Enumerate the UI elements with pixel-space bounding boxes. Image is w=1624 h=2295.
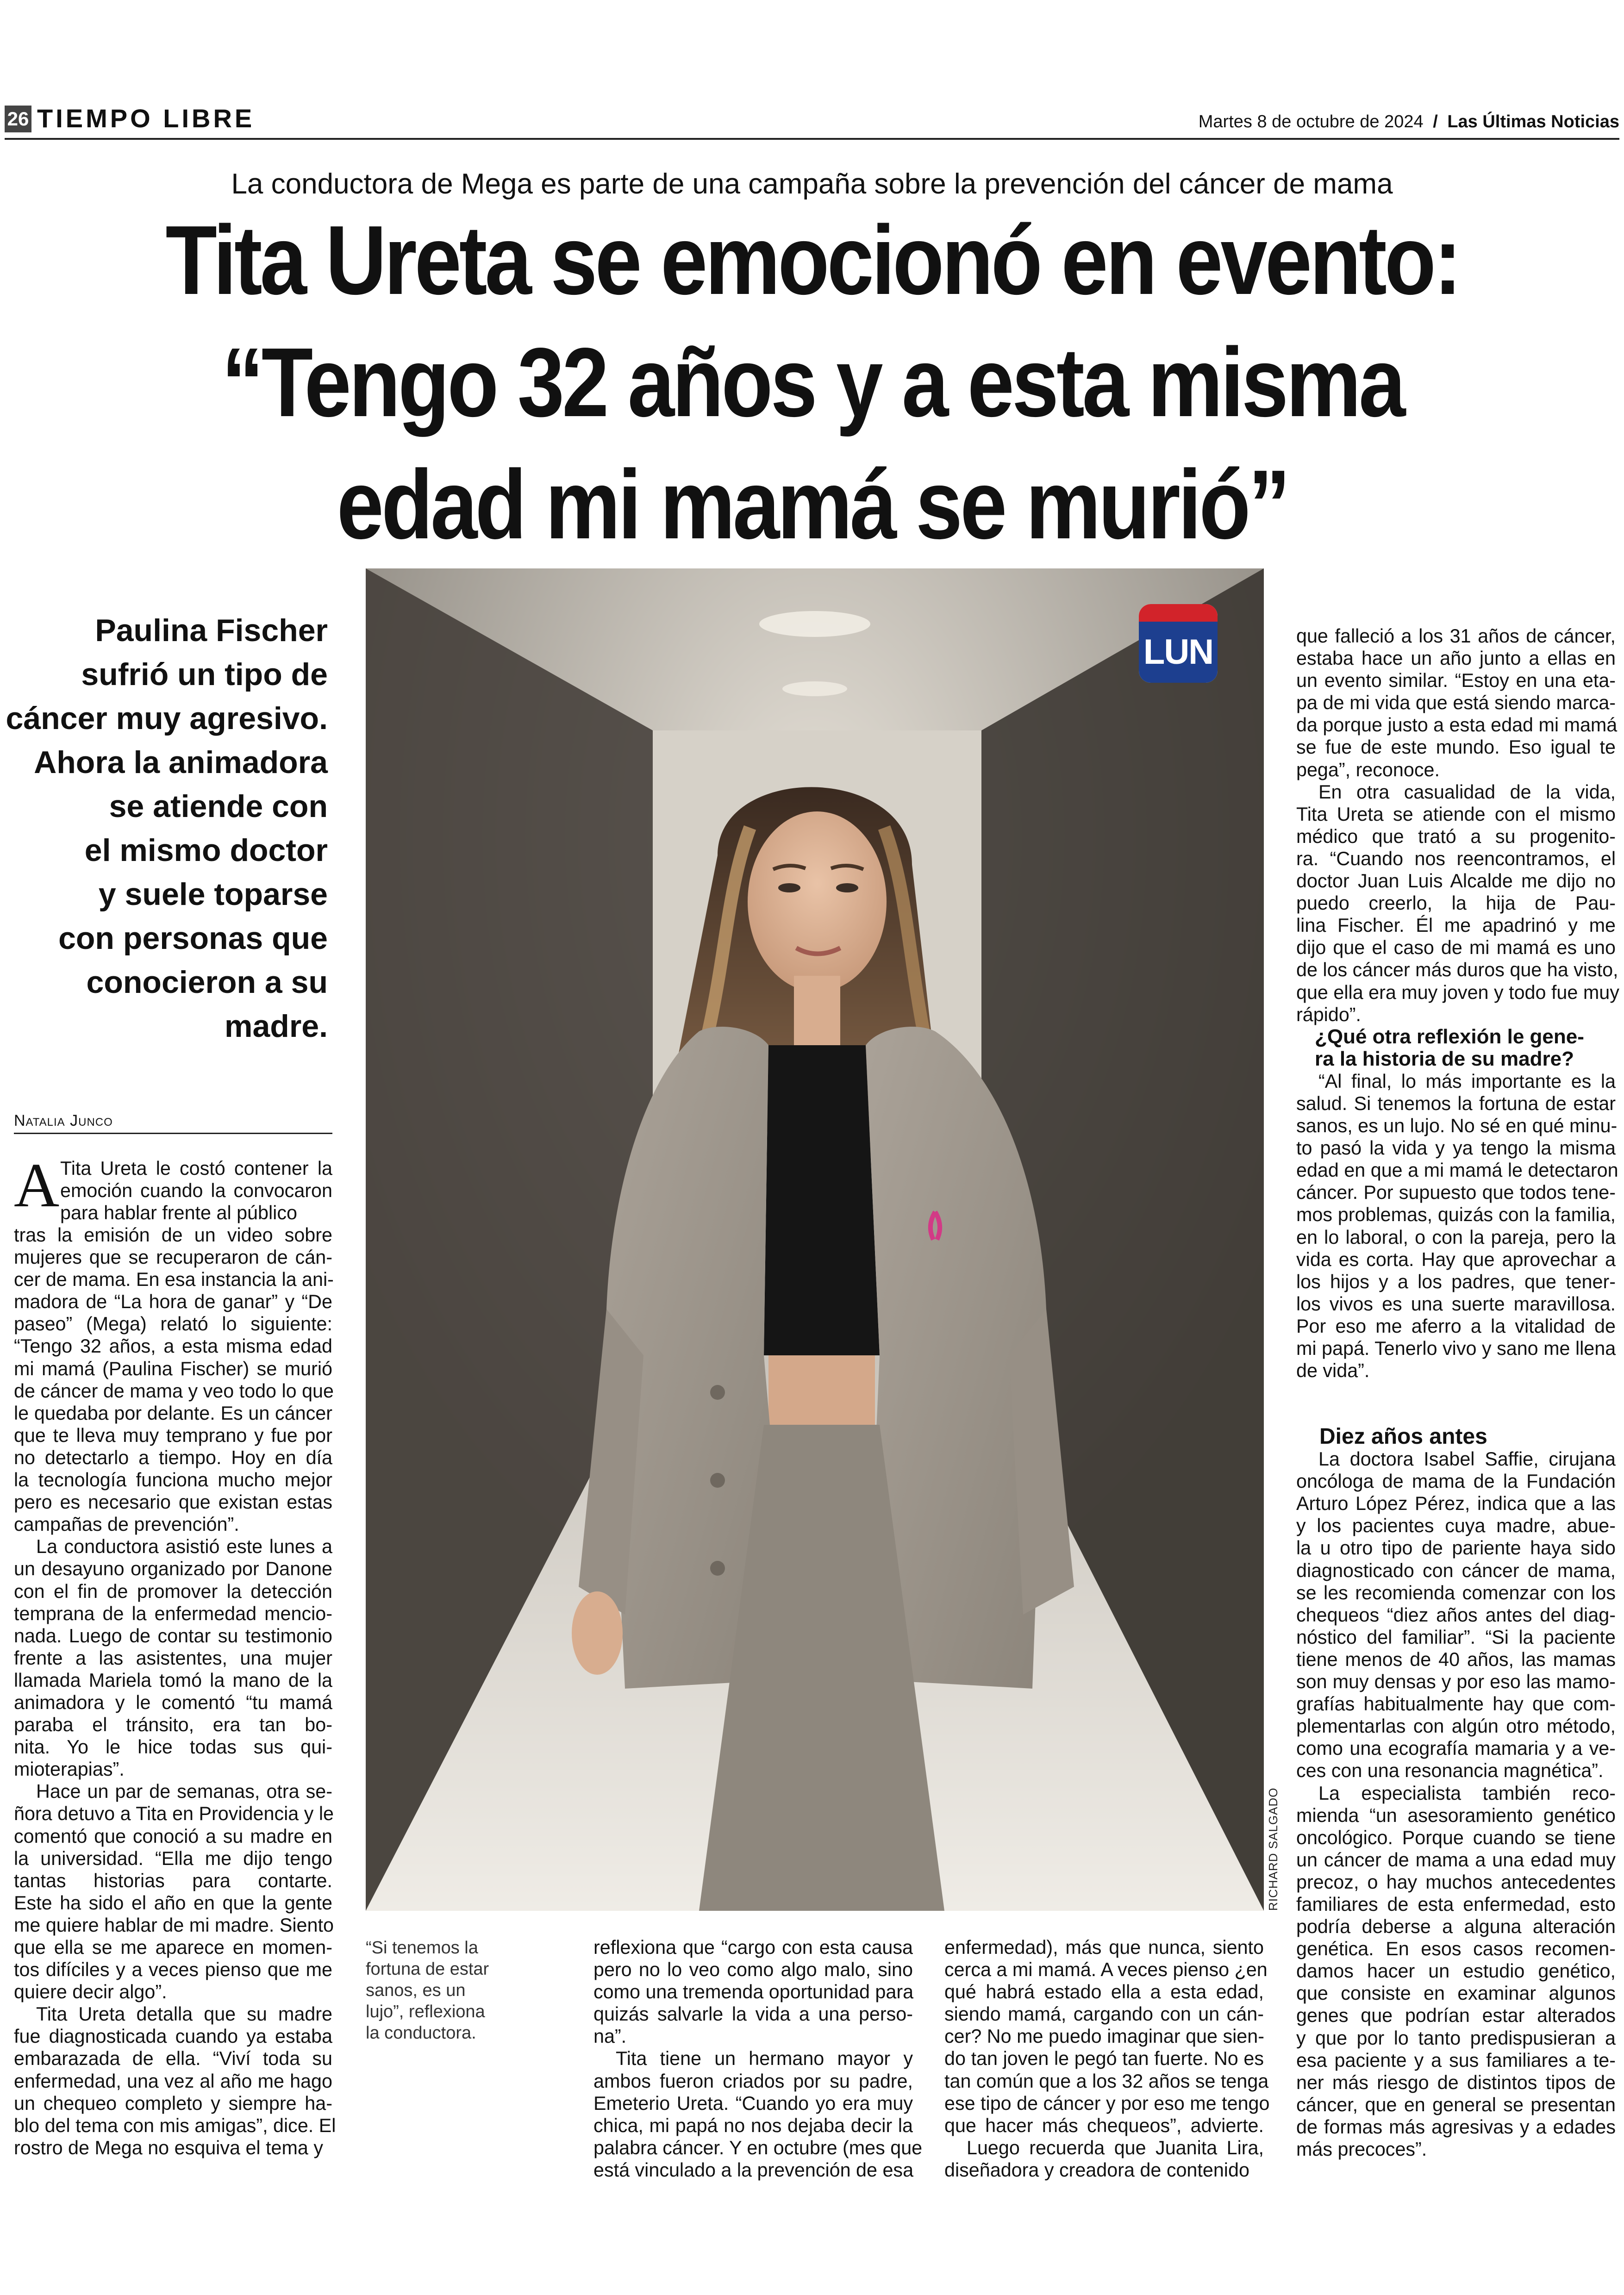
text-line: “Al final, lo más importante es la xyxy=(1318,1070,1616,1092)
text-line: paseo” (Mega) relató lo siguiente: xyxy=(14,1313,332,1335)
text-line: un evento similar. “Estoy en una eta- xyxy=(1296,670,1616,692)
text-line: fue diagnosticada cuando ya estaba xyxy=(14,2026,332,2047)
pull-quote-line: fortuna de estar xyxy=(366,1959,489,1979)
text-line: madora de “La hora de ganar” y “De xyxy=(14,1291,332,1313)
text-line: da porque justo a esta edad mi mamá xyxy=(1296,714,1618,736)
text-line: los hijos y a los padres, que tener- xyxy=(1296,1271,1616,1292)
text-line: La especialista también reco- xyxy=(1318,1782,1616,1804)
text-line: que ella era muy joven y todo fue muy xyxy=(1296,981,1619,1003)
text-line: cáncer. Por supuesto que todos tene- xyxy=(1296,1182,1616,1204)
publication-name: Las Últimas Noticias xyxy=(1447,112,1619,131)
text-line: un chequeo completo y siempre ha- xyxy=(14,2092,332,2114)
text-line: chequeos “diez años antes del diag- xyxy=(1296,1604,1616,1626)
text-line: blo del tema con mis amigas”, dice. El xyxy=(14,2114,336,2136)
text-line: qué habrá estado ella a esta edad, xyxy=(944,1981,1264,2003)
pull-quote-line: sanos, es un xyxy=(366,1981,466,2000)
byline: Natalia Junco xyxy=(14,1112,113,1129)
text-line: como una tremenda oportunidad para xyxy=(593,1981,914,2003)
text-line: La conductora asistió este lunes a xyxy=(36,1536,332,1558)
text-line: de cáncer de mama y veo todo lo que xyxy=(14,1380,334,1402)
article-photo xyxy=(366,568,1264,1911)
logo-text: LUN xyxy=(1139,622,1218,683)
column-4-part-2 xyxy=(1296,1070,1616,1382)
interview-question xyxy=(1296,1026,1616,1070)
text-line: nita. Yo le hice todas sus qui- xyxy=(14,1736,332,1758)
text-line: temprana de la enfermedad mencio- xyxy=(14,1603,332,1624)
text-line: cer? No me puedo imaginar que sien- xyxy=(944,2026,1264,2047)
text-line: rápido”. xyxy=(1296,1004,1362,1025)
text-line: de formas más agresivas y a edades xyxy=(1296,2116,1616,2138)
text-line: se les recomienda comenzar con los xyxy=(1296,1582,1616,1603)
text-line: na”. xyxy=(593,2026,627,2047)
text-line: frente a las asistentes, una mujer xyxy=(14,1647,332,1669)
text-line: me quiere hablar de mi madre. Siento xyxy=(14,1914,334,1936)
text-line: tiene menos de 40 años, las mamas xyxy=(1296,1648,1616,1670)
text-line: nada. Luego de contar su testimonio xyxy=(14,1625,332,1646)
text-line: grafías habitualmente hay que com- xyxy=(1296,1693,1616,1715)
text-line: y los pacientes cuya madre, abue- xyxy=(1296,1515,1616,1537)
text-line: palabra cáncer. Y en octubre (mes que xyxy=(593,2137,923,2158)
text-line: la tecnología funciona mucho mejor xyxy=(14,1469,332,1491)
text-line: que hacer más chequeos”, advierte. xyxy=(944,2114,1264,2136)
column-1-text xyxy=(14,1224,336,2159)
text-line: la u otro tipo de pariente haya sido xyxy=(1296,1537,1616,1559)
text-line: Arturo López Pérez, indica que a las xyxy=(1296,1493,1616,1515)
text-line: cáncer, que en general se presentan xyxy=(1296,2094,1616,2115)
text-line: mi papá. Tenerlo vivo y sano me llena xyxy=(1296,1338,1616,1359)
subhead: Diez años antes xyxy=(1319,1424,1487,1449)
text-line: Por eso me aferro a la vitalidad de xyxy=(1296,1315,1616,1337)
text-line: La doctora Isabel Saffie, cirujana xyxy=(1318,1448,1616,1470)
text-line: emoción cuando la convocaron xyxy=(60,1180,332,1202)
article-deck: Paulina Fischer sufrió un tipo de cáncer muy agresivo. Ahora la animadora se atiende con el mismo doctor y suele toparse con personas que conocieron a su madre. xyxy=(6,613,328,1044)
text-line: salud. Si tenemos la fortuna de estar xyxy=(1296,1092,1616,1114)
text-line: enfermedad), más que nunca, siento xyxy=(944,1937,1264,1958)
text-line: pero es necesario que existan estas xyxy=(14,1491,332,1513)
text-line: chica, mi papá no nos dejaba decir la xyxy=(593,2114,913,2136)
text-line: quiere decir algo”. xyxy=(14,1981,167,2003)
text-line: embarazada de ella. “Viví toda su xyxy=(14,2048,332,2070)
page-number: 26 xyxy=(5,106,31,132)
text-line: Tita Ureta se atiende con el mismo xyxy=(1296,803,1616,825)
text-line: de los cáncer más duros que ha visto, xyxy=(1296,959,1618,981)
pull-quote-line: lujo”, reflexiona xyxy=(366,2002,485,2021)
byline-rule xyxy=(14,1133,332,1134)
text-line: ¿Qué otra reflexión le gene- xyxy=(1315,1025,1584,1048)
text-line: ra la historia de su madre? xyxy=(1315,1047,1574,1070)
text-line: pero no lo veo como algo malo, sino xyxy=(593,1959,913,1981)
text-line: enfermedad, una vez al año me hago xyxy=(14,2070,332,2092)
text-line: estaba hace un año junto a ellas en xyxy=(1296,648,1616,669)
text-line: genética. En esos casos recomen- xyxy=(1296,1938,1616,1960)
text-line: un cáncer de mama a una edad muy xyxy=(1296,1849,1616,1871)
text-line: edad en que a mi mamá le detectaron xyxy=(1296,1160,1618,1181)
lun-logo xyxy=(1139,604,1218,683)
text-line: Hace un par de semanas, otra se- xyxy=(36,1781,332,1802)
text-line: cerca a mi mamá. A veces pienso ¿en xyxy=(944,1959,1268,1981)
text-line: tos difíciles y a veces pienso que me xyxy=(14,1959,332,1981)
text-line: vida es corta. Hay que aprovechar a xyxy=(1296,1248,1616,1270)
text-line: paraba el tránsito, era tan bo- xyxy=(14,1714,332,1736)
text-line: mos problemas, quizás con la familia, xyxy=(1296,1204,1616,1226)
text-line: “Tengo 32 años, a esta misma edad xyxy=(14,1335,332,1357)
dateline-separator: / xyxy=(1433,112,1438,131)
text-line: no detectarlo a tiempo. Hoy en día xyxy=(14,1447,332,1468)
text-line: damos hacer un estudio genético, xyxy=(1296,1960,1616,1982)
text-line: con el fin de promover la detección xyxy=(14,1580,332,1602)
text-line: y que por lo tanto predispusieran a xyxy=(1296,2027,1616,2049)
text-line: le quedaba por delante. Es un cáncer xyxy=(14,1402,332,1424)
text-line: oncológico. Porque cuando se tiene xyxy=(1296,1827,1616,1848)
text-line: familiares de esta enfermedad, esto xyxy=(1296,1893,1616,1915)
header-rule xyxy=(5,138,1619,140)
text-line: Tita Ureta le costó contener la xyxy=(60,1158,332,1179)
text-line: puedo creerlo, la hija de Pau- xyxy=(1296,892,1616,914)
photo-credit: RICHARD SALGADO xyxy=(1266,1787,1280,1911)
text-line: ner más riesgo de distintos tipos de xyxy=(1296,2071,1616,2093)
text-line: ra. “Cuando nos reencontramos, el xyxy=(1296,848,1616,869)
text-line: tantas historias para contarte. xyxy=(14,1870,332,1891)
text-line: genes que podrían estar alterados xyxy=(1296,2005,1616,2027)
text-line: Emeterio Ureta. “Cuando yo era muy xyxy=(593,2092,913,2114)
text-line: son muy densas y por eso las mamo- xyxy=(1296,1671,1616,1693)
text-line: En otra casualidad de la vida, xyxy=(1318,781,1616,803)
text-line: de vida”. xyxy=(1296,1360,1370,1382)
text-line: tras la emisión de un video sobre xyxy=(14,1224,332,1246)
text-line: mienda “un asesoramiento genético xyxy=(1296,1804,1616,1826)
text-line: ese tipo de cáncer y por eso me tengo xyxy=(944,2092,1270,2114)
text-line: mi mamá (Paulina Fischer) se murió xyxy=(14,1358,332,1379)
column-4-bottom xyxy=(1296,1426,1616,2160)
text-line: podría deberse a alguna alteración xyxy=(1296,1916,1616,1938)
text-line: comentó que conoció a su madre en xyxy=(14,1825,332,1847)
text-line: do tan joven le pegó tan fuerte. No es xyxy=(944,2048,1264,2070)
text-line: pa de mi vida que está siendo marca- xyxy=(1296,692,1616,714)
text-line: doctor Juan Luis Alcalde me dijo no xyxy=(1296,870,1616,892)
text-line: sanos, es un lujo. No sé en qué minu- xyxy=(1296,1115,1618,1137)
pull-quote-line: “Si tenemos la xyxy=(366,1938,478,1958)
text-line: Luego recuerda que Juanita Lira, xyxy=(967,2137,1264,2158)
text-line: mioterapias”. xyxy=(14,1759,125,1780)
text-line: diagnosticado con cáncer de mama, xyxy=(1296,1559,1616,1581)
article-headline: Tita Ureta se emocionó en evento: “Tengo 32 años y a esta misma edad mi mamá se murió” xyxy=(165,205,1460,559)
text-line: diseñadora y creadora de contenido xyxy=(944,2159,1249,2181)
text-line: quizás salvarle la vida a una perso- xyxy=(593,2003,913,2025)
text-line: ces con una resonancia magnética”. xyxy=(1296,1760,1604,1782)
text-line: llamada Mariela tomó la mano de la xyxy=(14,1669,332,1691)
text-line: Tita tiene un hermano mayor y xyxy=(616,2048,913,2070)
text-line: en lo laboral, o con la pareja, pero la xyxy=(1296,1226,1616,1248)
text-line: pega”, reconoce. xyxy=(1296,759,1440,780)
text-line: está vinculado a la prevención de esa xyxy=(593,2159,914,2181)
pull-quote xyxy=(366,1937,505,2044)
text-line: como una ecografía mamaria y a ve- xyxy=(1296,1738,1616,1759)
text-line: que falleció a los 31 años de cáncer, xyxy=(1296,625,1616,647)
column-1-dropcap-lines xyxy=(60,1157,332,1224)
text-line: Este ha sido el año en que la gente xyxy=(14,1892,332,1914)
dateline xyxy=(1199,111,1619,132)
text-line: para hablar frente al público xyxy=(60,1202,297,1224)
text-line: más precoces”. xyxy=(1296,2139,1427,2160)
text-line: los vivos es una suerte maravillosa. xyxy=(1296,1293,1616,1315)
article-kicker: La conductora de Mega es parte de una campaña sobre la prevención del cáncer de mama xyxy=(231,168,1393,200)
text-line: rostro de Mega no esquiva el tema y xyxy=(14,2137,323,2158)
drop-cap: A xyxy=(14,1151,60,1220)
text-line: animadora y le comentó “tu mamá xyxy=(14,1691,332,1713)
text-line: ñora detuvo a Tita en Providencia y le xyxy=(14,1803,334,1825)
text-line: precoz, o hay muchos antecedentes xyxy=(1296,1871,1616,1893)
column-3-text xyxy=(944,1936,1270,2181)
text-line: que ella se me aparece en momen- xyxy=(14,1937,332,1958)
text-line: oncóloga de mama de la Fundación xyxy=(1296,1471,1616,1492)
issue-date: Martes 8 de octubre de 2024 xyxy=(1198,112,1424,131)
text-line: nóstico del familiar”. “Si la paciente xyxy=(1296,1626,1616,1648)
text-line: lina Fischer. Él me apadrinó y me xyxy=(1296,915,1616,936)
column-4-part-3 xyxy=(1296,1448,1616,2160)
text-line: que consiste en examinar algunos xyxy=(1296,1983,1616,2004)
logo-red-band xyxy=(1139,604,1218,622)
text-line: que te lleva muy temprano y fue por xyxy=(14,1424,332,1446)
text-line: tan común que a los 32 años se tenga xyxy=(944,2070,1269,2092)
text-line: médico que trató a su progenito- xyxy=(1296,825,1616,847)
text-line: un desayuno organizado por Danone xyxy=(14,1558,332,1580)
text-line: Tita Ureta detalla que su madre xyxy=(36,2003,332,2025)
text-line: siendo mamá, cargando con un cán- xyxy=(944,2003,1264,2025)
text-line: campañas de prevención”. xyxy=(14,1514,239,1535)
column-4-text xyxy=(1296,625,1619,1382)
text-line: plementarlas con algún otro método, xyxy=(1296,1715,1616,1737)
text-line: esa paciente y a sus familiares a te- xyxy=(1296,2049,1616,2071)
text-line: ambos fueron criados por su padre, xyxy=(593,2070,913,2092)
column-2-text xyxy=(593,1936,923,2181)
pull-quote-line: la conductora. xyxy=(366,2023,476,2043)
text-line: to pasó la vida y ya tengo la misma xyxy=(1296,1137,1616,1159)
text-line: se fue de este mundo. Eso igual te xyxy=(1296,736,1616,758)
text-line: mujeres que se recuperaron de cán- xyxy=(14,1247,332,1268)
text-line: cer de mama. En esa instancia la ani- xyxy=(14,1269,334,1291)
text-line: la universidad. “Ella me dijo tengo xyxy=(14,1847,332,1869)
text-line: dijo que el caso de mi mamá es uno xyxy=(1296,937,1616,959)
section-title: TIEMPO LIBRE xyxy=(37,104,255,133)
text-line: reflexiona que “cargo con esta causa xyxy=(593,1937,913,1958)
column-4-part-1 xyxy=(1296,625,1619,1026)
